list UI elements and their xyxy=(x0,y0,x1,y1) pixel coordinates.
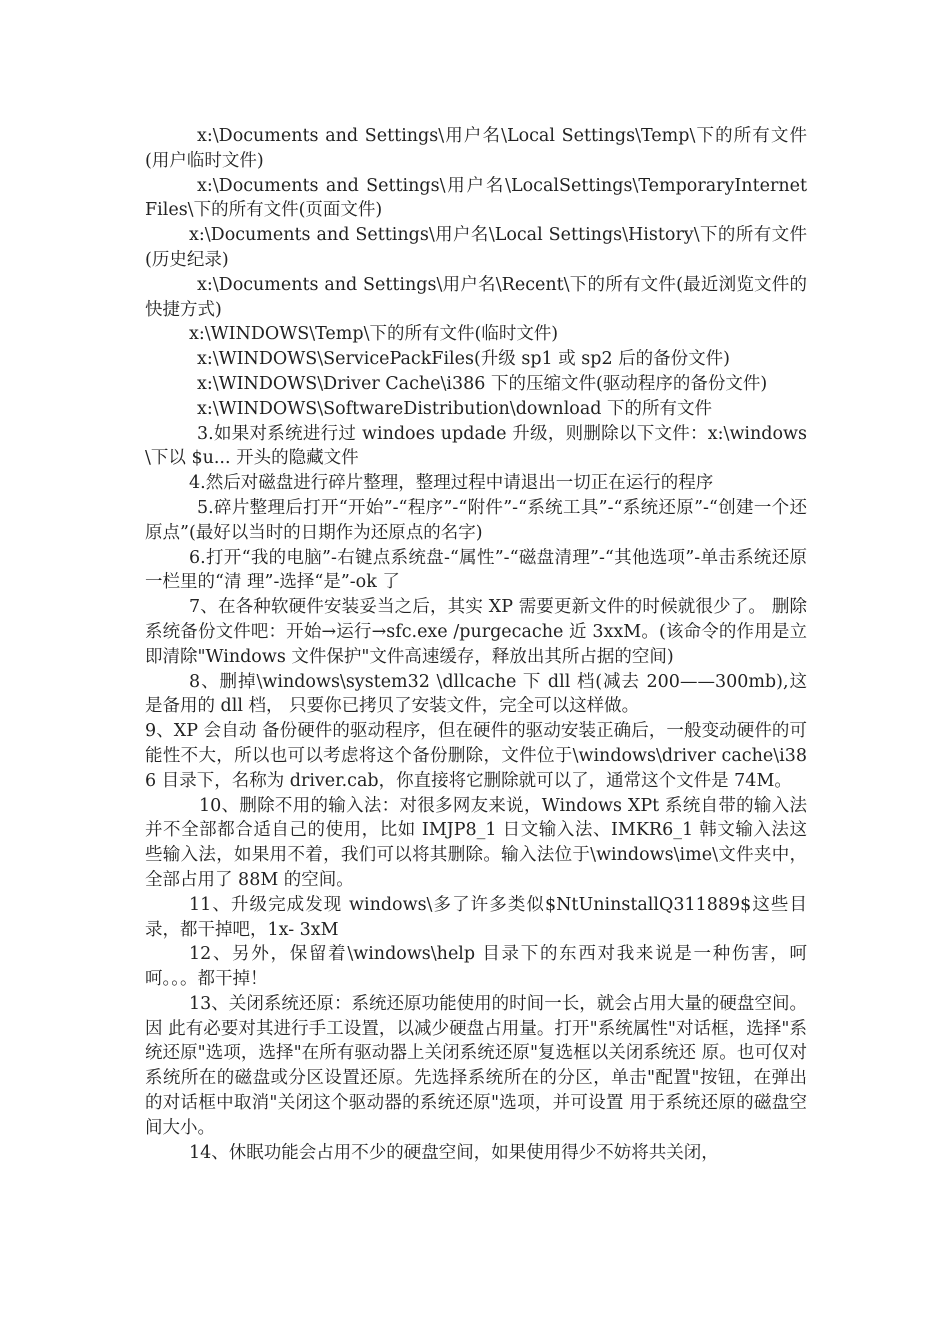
paragraph-item-8: 8、删掉\windows\system32 \dllcache 下 dll 档(减去 200——300mb),这是备用的 dll 档， 只要你已拷贝了安装文件，完全可以这样做。 xyxy=(145,671,807,717)
paragraph-item-4: 4.然后对磁盘进行碎片整理，整理过程中请退出一切正在运行的程序 xyxy=(189,473,714,494)
paragraph-item-10: 10、删除不用的输入法：对很多网友来说，Windows XPt 系统自带的输入法并不全部都合适自己的使用，比如 IMJP8_1 日文输入法、IMKR6_1 韩文输入法这些输入法，如果用不着，我们可以将其删除。输入法位于\windows\ime\文件夹中，全部占用了 88M 的空间。 xyxy=(145,795,807,890)
paragraph-item-14: 14、休眠功能会占用不少的硬盘空间，如果使用得少不妨将共关闭， xyxy=(189,1142,719,1163)
paragraph-driver-cache: x:\WINDOWS\Driver Cache\i386 下的压缩文件(驱动程序的备份文件) xyxy=(197,373,768,394)
paragraph-item-7: 7、在各种软硬件安装妥当之后，其实 XP 需要更新文件的时候就很少了。 删除系统备份文件吧：开始→运行→sfc.exe /purgecache 近 3xxM。(该命令的作用是立即清除"Windows 文件保护"文件高速缓存，释放出其所占据的空间) xyxy=(145,597,807,667)
paragraph-temporary-internet-files: x:\Documents and Settings\用户名\LocalSettings\TemporaryInternet Files\下的所有文件(页面文件) xyxy=(145,175,807,221)
paragraph-item-13: 13、关闭系统还原：系统还原功能使用的时间一长，就会占用大量的硬盘空间。因 此有必要对其进行手工设置，以减少硬盘占用量。打开"系统属性"对话框，选择"系统还原"选项，选择"在所有驱动器上关闭系统还原"复选框以关闭系统还 原。也可仅对系统所在的磁盘或分区设置还原。先选择系统所在的分区，单击"配置"按钮，在弹出的对话框中取消"关闭这个驱动器的系统还原"选项，并可设置 用于系统还原的磁盘空间大小。 xyxy=(145,993,807,1138)
paragraph-item-6: 6.打开“我的电脑”-右键点系统盘-“属性”-“磁盘清理”-“其他选项”-单击系统还原一栏里的“清 理”-选择“是”-ok 了 xyxy=(145,547,807,593)
paragraph-item-3: 3.如果对系统进行过 windoes updade 升级，则删除以下文件：x:\windows\下以 $u... 开头的隐藏文件 xyxy=(145,423,807,469)
paragraph-item-12: 12、另外，保留着\windows\help 目录下的东西对我来说是一种伤害，呵 呵。。。都干掉！ xyxy=(145,944,807,990)
paragraph-recent: x:\Documents and Settings\用户名\Recent\下的所有文件(最近浏览文件的快捷方式) xyxy=(145,274,807,320)
paragraph-servicepackfiles: x:\WINDOWS\ServicePackFiles(升级 sp1 或 sp2 后的备份文件) xyxy=(197,349,731,370)
paragraph-history: x:\Documents and Settings\用户名\Local Settings\History\下的所有文件(历史纪录) xyxy=(145,225,807,270)
paragraph-item-11: 11、升级完成发现 windows\多了许多类似$NtUninstallQ311889$这些目录，都干掉吧，1x- 3xM xyxy=(145,894,807,940)
document-body xyxy=(145,124,807,1165)
paragraph-item-5: 5.碎片整理后打开“开始”-“程序”-“附件”-“系统工具”-“系统还原”-“创建一个还原点”(最好以当时的日期作为还原点的名字) xyxy=(145,497,807,543)
paragraph-softwaredistribution: x:\WINDOWS\SoftwareDistribution\download 下的所有文件 xyxy=(197,398,713,419)
paragraph-user-temp: x:\Documents and Settings\用户名\Local Settings\Temp\下的所有文件(用户临时文件) xyxy=(145,126,807,171)
paragraph-windows-temp: x:\WINDOWS\Temp\下的所有文件(临时文件) xyxy=(189,324,559,345)
paragraph-item-9: 9、XP 会自动 备份硬件的驱动程序，但在硬件的驱动安装正确后，一般变动硬件的可能性不大，所以也可以考虑将这个备份删除，文件位于\windows\driver cache\i386 目录下，名称为 driver.cab，你直接将它删除就可以了，通常这个文件是 74M。 xyxy=(145,721,807,791)
